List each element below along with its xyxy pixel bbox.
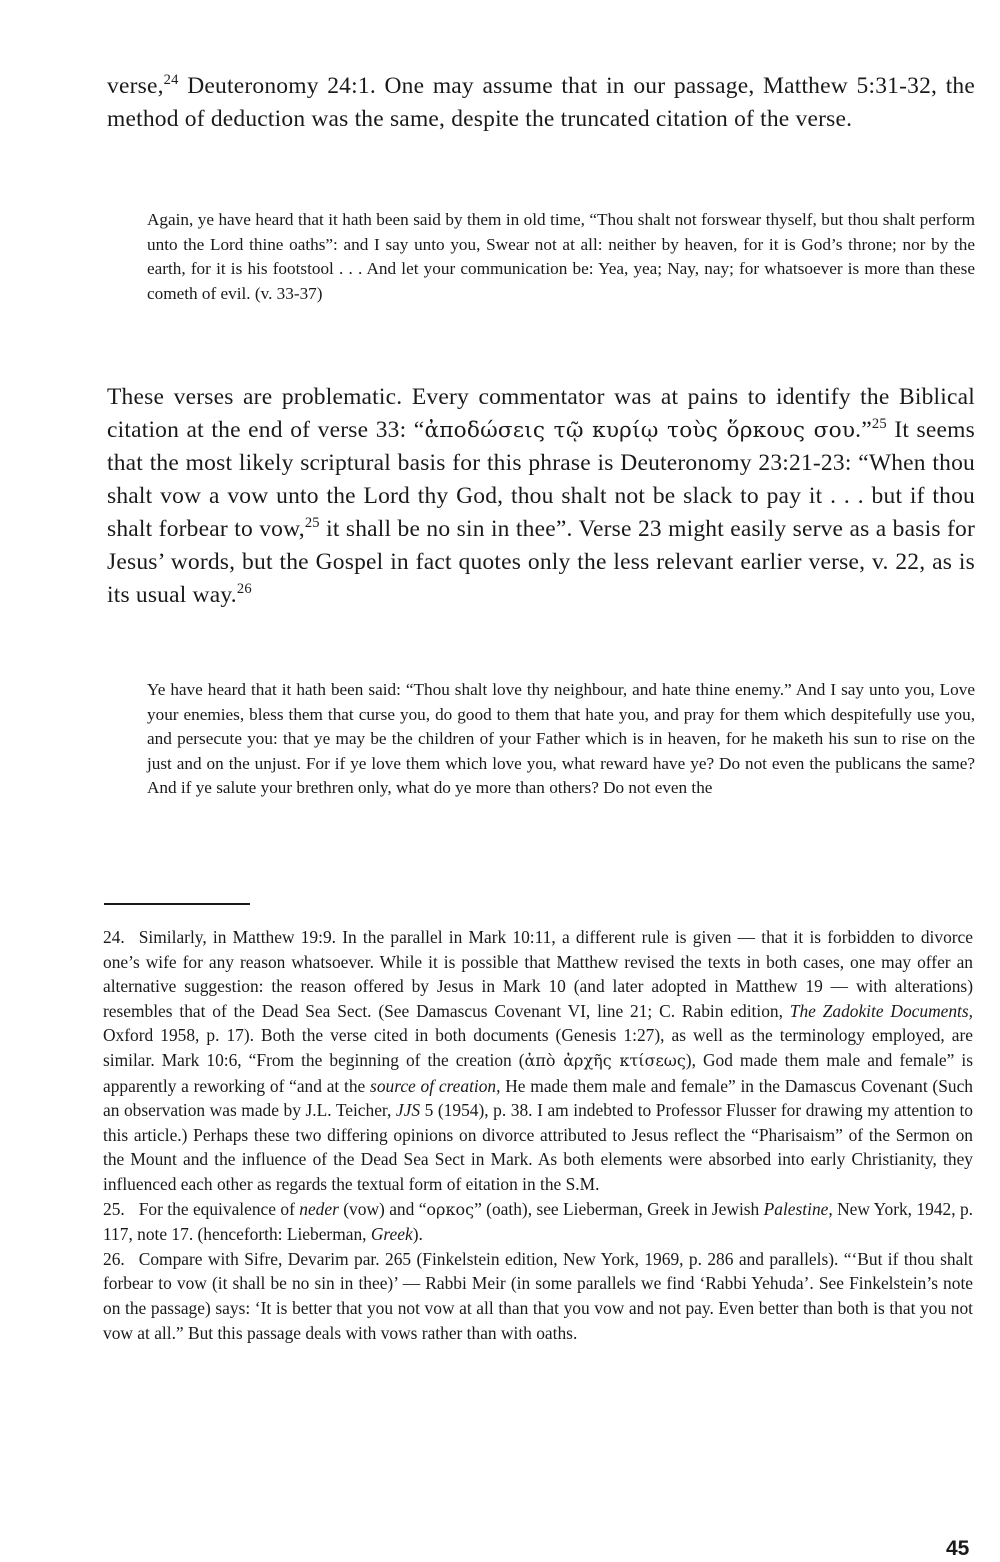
footnote-text: Compare with Sifre, Devarim par. 265 (Finkelstein edition, New York, 1969, p. 286 and parallels). “‘But if thou shalt forbear to vow (it shall be no sin in thee)’ — Rabbi Meir (in some parallels we find ‘Rabbi Yehuda’. See Finkelstein’s note on the passage) says: ‘It is better that you not vow at all than that you vow and not pay. Even better than both is that you not vow at all.” But this passage deals with vows rather than with oaths.: [103, 1248, 973, 1343]
footnote-26: [103, 1247, 973, 1345]
italic-phrase: Greek: [370, 1224, 413, 1245]
footnote-text: Similarly, in Matthew 19:9. In the parallel in Mark 10:11, a different rule is given — that it is forbidden to divorce one’s wife for any reason whatsoever. While it is possible that Matthew revised the texts in both cases, one may offer an alternative suggestion: the reason offered by Jesus in Mark 10 (and later adopted in Matthew 19 — with alterations) resembles that of the Dead Sea Sect. (See Damascus Covenant VI, line 21; C. Rabin edition,: [103, 927, 973, 1021]
footnote-25: [103, 1197, 973, 1247]
italic-term: neder: [299, 1198, 339, 1219]
footnote-rule: [104, 903, 250, 905]
footnote-text: New York, 1942, p. 117, note 17. (henceforth: Lieberman,: [103, 1198, 973, 1245]
italic-phrase: Palestine,: [763, 1198, 833, 1219]
quote-oaths: Again, ye have heard that it hath been said by them in old time, “Thou shalt not forswear thyself, but thou shalt perform unto the Lord thine oaths”: and I say unto you, Swear not at all: neither by heaven, for it is God’s throne; nor by the earth, for it is his footstool . . . And let your communication be: Yea, yea; Nay, nay; for whatsoever is more than these cometh of evil. (v. 33-37): [147, 210, 975, 303]
footnote-ref-25b: 25: [304, 515, 320, 532]
page-number: 45: [946, 1537, 970, 1560]
intro-text-b: Deuteronomy 24:1. One may assume that in our passage, Matthew 5:31-32, the method of deduction was the same, despite the truncated citation of the verse.: [107, 73, 975, 132]
footnote-number: 25.: [103, 1198, 125, 1219]
intro-paragraph: [107, 70, 975, 136]
footnote-ref-26: 26: [236, 581, 252, 598]
footnote-number: 24.: [103, 927, 125, 947]
greek-phrase: ἀπὸ ἀρχῆς κτίσεως: [524, 1050, 686, 1070]
greek-term: ορκος: [426, 1199, 475, 1219]
italic-phrase: source of creation,: [370, 1075, 501, 1096]
footnote-text: (vow) and “: [338, 1198, 427, 1219]
footnote-text: 5 (1954), p. 38. I am indebted to Professor Flusser for drawing my attention to this article.) Perhaps these two differing opinions on divorce attributed to Jesus reflect the “Pharisaism” of the Sermon on the Mount and the influence of the Dead Sea Sect in Mark. As both elements were absorbed into early Christianity, they influenced each other as regards the textual form of eitation in the S.M.: [103, 1100, 973, 1194]
footnote-text: For the equivalence of: [138, 1198, 300, 1219]
greek-citation: ἀποδώσεις τῷ κυρίῳ τοὺς ὅρκους σου: [424, 418, 856, 443]
footnote-text: ), God made them male and female” is apparently a reworking of “and at the: [103, 1049, 973, 1096]
problem-text-1: These verses are problematic. Every commentator was at pains to identify the Biblical citation at the end of verse 33: “: [107, 384, 975, 443]
footnote-ref-24: 24: [163, 72, 179, 89]
footnotes: [103, 925, 973, 1345]
quote-love: Ye have heard that it hath been said: “Thou shalt love thy neighbour, and hate thine enemy.” And I say unto you, Love your enemies, bless them that curse you, do good to them that hate you, and pray for them which despitefully use you, and persecute you: that ye may be the children of your Father which is in heaven, for he maketh his sun to rise on the just and on the unjust. For if ye love them which love you, what reward have ye? Do not even the publicans the same? And if ye salute your brethren only, what do ye more than others? Do not even the: [147, 680, 975, 798]
intro-text-a: verse,: [107, 73, 164, 99]
book-title: The Zadokite Documents,: [789, 1000, 974, 1021]
problem-paragraph: [107, 381, 975, 612]
footnote-text: He made them male and female” in the Damascus Covenant (Such an observation was made by J.L. Teicher,: [103, 1075, 973, 1121]
footnote-text: ” (oath), see Lieberman, Greek in Jewish: [474, 1198, 764, 1219]
footnote-number: 26.: [103, 1248, 125, 1269]
footnote-ref-25: 25: [871, 416, 887, 433]
problem-text-3: It seems that the most likely scriptural basis for this phrase is Deuteronomy 23:21-23: “When thou shalt vow a vow unto the Lord thy God, thou shalt not be slack to pay it . . . but if thou shalt forbear to vow,: [107, 417, 975, 542]
footnote-text: Oxford 1958, p. 17). Both the verse cited in both documents (Genesis 1:27), as well as the terminology employed, are similar. Mark 10:6, “From the beginning of the creation (: [103, 1025, 973, 1070]
footnote-text: ).: [412, 1224, 423, 1245]
footnote-24: [103, 925, 973, 1197]
journal-title: JJS: [395, 1100, 421, 1121]
problem-text-4: it shall be no sin in thee”. Verse 23 might easily serve as a basis for Jesus’ words, but the Gospel in fact quotes only the less relevant earlier verse, v. 22, as is its usual way.: [107, 516, 975, 608]
problem-text-2: .”: [855, 417, 872, 443]
